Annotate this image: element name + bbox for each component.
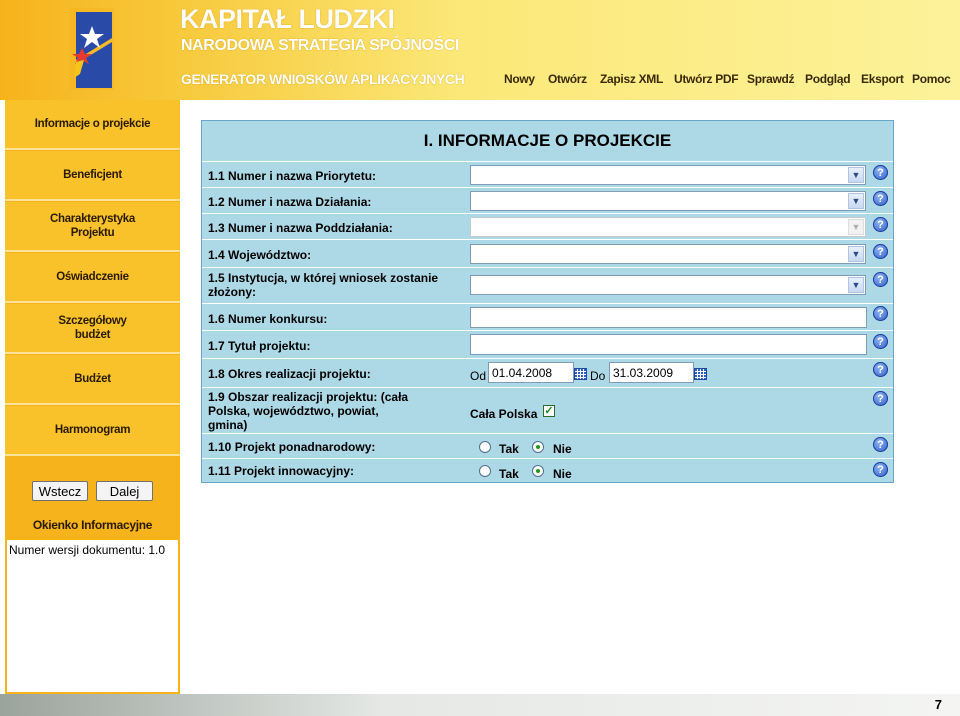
app-subtitle: NARODOWA STRATEGIA SPÓJNOŚCI <box>181 37 460 54</box>
menu-sprawdz[interactable]: Sprawdź <box>747 72 795 86</box>
sidebar-item-beneficjent[interactable] <box>5 151 180 201</box>
innowacyjny-tak-radio[interactable] <box>479 465 491 477</box>
nie-label: Nie <box>553 467 572 481</box>
help-icon[interactable]: ? <box>873 165 888 180</box>
row-dzialanie <box>202 188 893 214</box>
label-dzialanie: 1.2 Numer i nazwa Działania: <box>208 195 372 209</box>
row-innowacyjny <box>202 459 893 482</box>
generator-title: GENERATOR WNIOSKÓW APLIKACYJNYCH <box>181 71 465 87</box>
label-poddzialanie: 1.3 Numer i nazwa Poddziałania: <box>208 221 393 235</box>
form-title: I. INFORMACJE O PROJEKCIE <box>202 121 893 162</box>
calendar-icon[interactable] <box>574 368 587 380</box>
row-okres <box>202 359 893 388</box>
header <box>0 0 960 100</box>
help-icon[interactable]: ? <box>873 272 888 287</box>
row-ponadnarodowy <box>202 434 893 459</box>
label-innowacyjny: 1.11 Projekt innowacyjny: <box>208 464 355 478</box>
chevron-down-icon: ▼ <box>848 246 864 262</box>
row-priorytet <box>202 162 893 188</box>
sidebar-item-label: Charakterystyka Projektu <box>49 213 135 239</box>
help-icon[interactable]: ? <box>873 191 888 206</box>
menu-otworz[interactable]: Otwórz <box>548 72 587 86</box>
help-icon[interactable]: ? <box>873 306 888 321</box>
app-title: KAPITAŁ LUDZKI <box>180 4 395 34</box>
info-panel-title: Okienko Informacyjne <box>32 518 153 532</box>
label-numer-konkursu: 1.6 Numer konkursu: <box>208 312 328 326</box>
do-label: Do <box>590 369 606 383</box>
label-instytucja: 1.5 Instytucja, w której wniosek zostanie złożony: <box>208 271 439 299</box>
sidebar-item-label: Oświadczenie <box>56 271 129 283</box>
innowacyjny-nie-radio[interactable] <box>532 465 544 477</box>
row-numer-konkursu <box>202 304 893 331</box>
menu-utworz-pdf[interactable]: Utwórz PDF <box>674 72 739 86</box>
sidebar-item-oswiadczenie[interactable] <box>5 253 180 303</box>
help-icon[interactable]: ? <box>873 391 888 406</box>
help-icon[interactable]: ? <box>873 362 888 377</box>
od-label: Od <box>470 369 487 383</box>
menu-nowy[interactable]: Nowy <box>504 72 535 86</box>
menu-zapisz-xml[interactable]: Zapisz XML <box>600 72 664 86</box>
tytul-projektu-input[interactable] <box>470 334 867 355</box>
back-button[interactable]: Wstecz <box>32 481 88 501</box>
help-icon[interactable]: ? <box>873 217 888 232</box>
info-panel <box>7 540 178 692</box>
wojewodztwo-select[interactable] <box>470 244 866 264</box>
menu-pomoc[interactable]: Pomoc <box>912 72 951 86</box>
label-okres: 1.8 Okres realizacji projektu: <box>208 367 371 381</box>
tak-label: Tak <box>499 442 519 456</box>
nie-label: Nie <box>553 442 572 456</box>
ponadnarodowy-tak-radio[interactable] <box>479 441 491 453</box>
page-number: 7 <box>934 697 942 712</box>
instytucja-select[interactable] <box>470 275 866 295</box>
ponadnarodowy-nie-radio[interactable] <box>532 441 544 453</box>
chevron-down-icon: ▼ <box>848 219 864 235</box>
dzialanie-select[interactable] <box>470 191 866 211</box>
row-instytucja <box>202 268 893 304</box>
label-obszar: 1.9 Obszar realizacji projektu: (cała Polska, województwo, powiat, gmina) <box>208 390 409 432</box>
next-button[interactable]: Dalej <box>96 481 153 501</box>
chevron-down-icon: ▼ <box>848 167 864 183</box>
label-ponadnarodowy: 1.10 Projekt ponadnarodowy: <box>208 440 376 454</box>
cala-polska-label: Cała Polska <box>470 407 538 421</box>
tak-label: Tak <box>499 467 519 481</box>
sidebar-item-label: Budżet <box>74 373 111 385</box>
numer-konkursu-input[interactable] <box>470 307 867 328</box>
help-icon[interactable]: ? <box>873 462 888 477</box>
help-icon[interactable]: ? <box>873 437 888 452</box>
help-icon[interactable]: ? <box>873 334 888 349</box>
sidebar-item-informacje[interactable] <box>5 100 180 150</box>
top-menu <box>0 72 960 90</box>
chevron-down-icon: ▼ <box>848 193 864 209</box>
project-info-form <box>201 120 894 483</box>
priorytet-select[interactable] <box>470 165 866 185</box>
sidebar-item-charakterystyka[interactable] <box>5 202 180 252</box>
sidebar <box>5 100 180 694</box>
footer-bar <box>0 694 960 716</box>
row-obszar <box>202 388 893 434</box>
cala-polska-checkbox[interactable]: ✓ <box>544 405 554 417</box>
sidebar-item-szczegolowy-budzet[interactable] <box>5 304 180 354</box>
sidebar-item-label: Beneficjent <box>63 169 122 181</box>
date-from-input[interactable]: 01.04.2008 <box>488 362 574 383</box>
calendar-icon[interactable] <box>694 368 707 380</box>
sidebar-item-label: Szczegółowy budżet <box>58 315 127 341</box>
label-priorytet: 1.1 Numer i nazwa Priorytetu: <box>208 169 377 183</box>
menu-podglad[interactable]: Podgląd <box>805 72 851 86</box>
row-wojewodztwo <box>202 240 893 268</box>
row-poddzialanie <box>202 214 893 240</box>
label-tytul: 1.7 Tytuł projektu: <box>208 339 311 353</box>
poddzialanie-select <box>470 217 866 237</box>
date-to-input[interactable]: 31.03.2009 <box>609 362 694 383</box>
sidebar-item-budzet[interactable] <box>5 355 180 405</box>
help-icon[interactable]: ? <box>873 244 888 259</box>
info-text: Numer wersji dokumentu: 1.0 <box>9 543 166 557</box>
chevron-down-icon: ▼ <box>848 277 864 293</box>
label-wojewodztwo: 1.4 Województwo: <box>208 248 312 262</box>
sidebar-item-harmonogram[interactable] <box>5 406 180 456</box>
sidebar-item-label: Informacje o projekcie <box>34 118 151 130</box>
sidebar-item-label: Harmonogram <box>54 424 131 436</box>
row-tytul <box>202 331 893 359</box>
menu-eksport[interactable]: Eksport <box>861 72 904 86</box>
